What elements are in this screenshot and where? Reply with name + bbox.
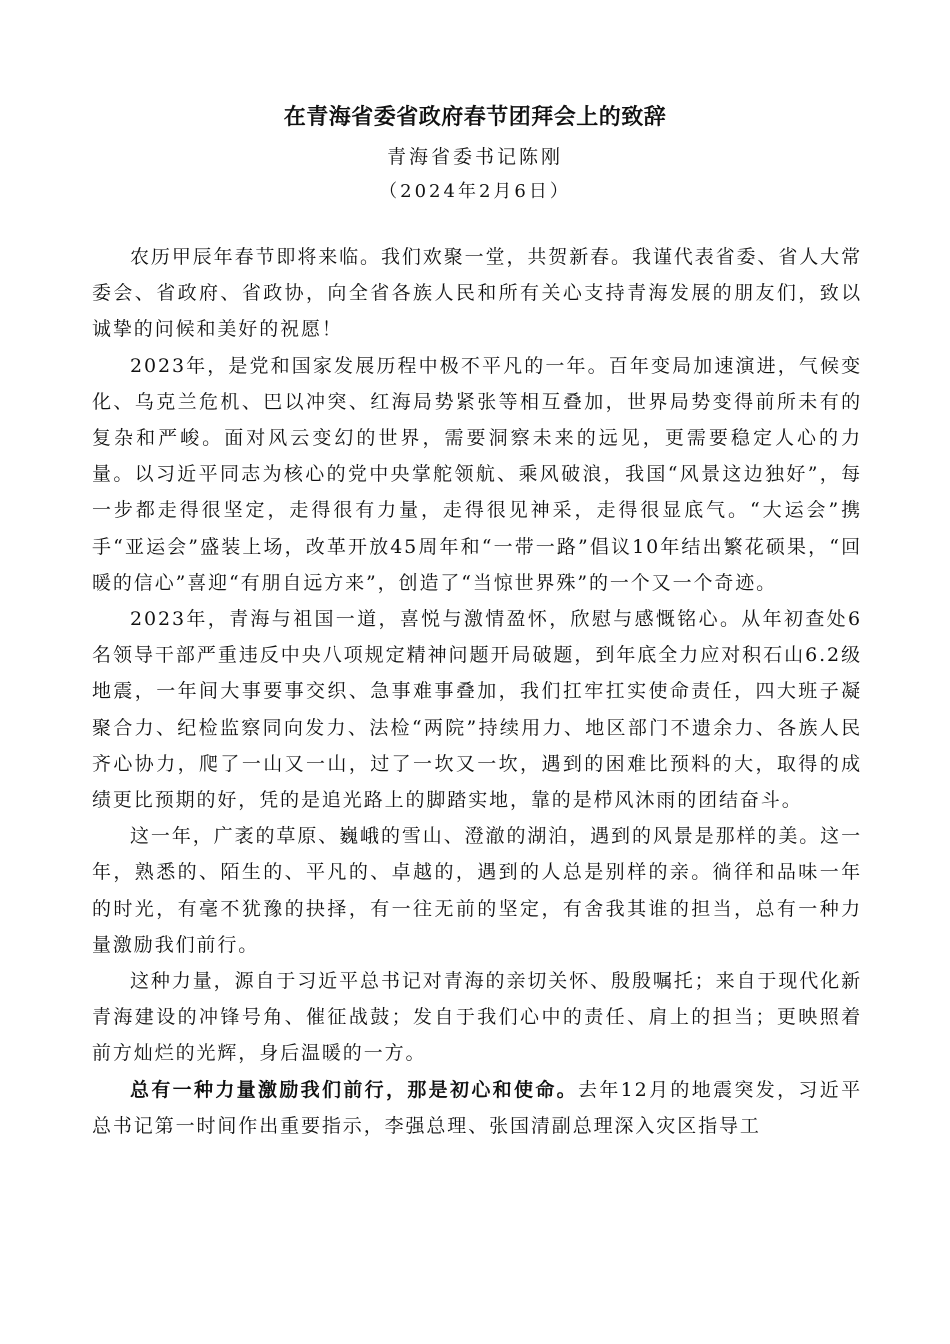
paragraph-6: [92, 1072, 862, 1144]
paragraph-5: [92, 963, 862, 1072]
paragraph-text: 这种力量，源自于习近平总书记对青海的亲切关怀、殷殷嘱托；来自于现代化新青海建设的冲锋号角、催征战鼓；发自于我们心中的责任、肩上的担当；更映照着前方灿烂的光辉，身后温暖的一方。: [92, 970, 862, 1065]
paragraph-1: [92, 239, 862, 348]
paragraph-text: 去年12月的地震突发，习近平总书记第一时间作出重要指示，李强总理、张国清副总理深入灾区指导工: [92, 1078, 862, 1137]
paragraph-3: [92, 601, 862, 818]
document-date: （2024年2月6日）: [379, 181, 571, 202]
paragraph-text: 2023年，青海与祖国一道，喜悦与激情盈怀，欣慰与感慨铭心。从年初查处6名领导干部严重违反中央八项规定精神问题开局破题，到年底全力应对积石山6.2级地震，一年间大事要事交织、急事难事叠加，我们扛牢扛实使命责任，四大班子凝聚合力、纪检监察同向发力、法检“两院”持续用力、地区部门不遗余力、各族人民齐心协力，爬了一山又一山，过了一坎又一坎，遇到的困难比预料的大，取得的成绩更比预期的好，凭的是追光路上的脚踏实地，靠的是栉风沐雨的团结奋斗。: [92, 608, 862, 812]
paragraph-4: [92, 818, 862, 963]
paragraph-text: 农历甲辰年春节即将来临。我们欢聚一堂，共贺新春。我谨代表省委、省人大常委会、省政府、省政协，向全省各族人民和所有关心支持青海发展的朋友们，致以诚挚的问候和美好的祝愿！: [92, 246, 862, 341]
document-body: [92, 239, 862, 1144]
paragraph-text: 这一年，广袤的草原、巍峨的雪山、澄澈的湖泊，遇到的风景是那样的美。这一年，熟悉的、陌生的、平凡的、卓越的，遇到的人总是别样的亲。徜徉和品味一年的时光，有毫不犹豫的抉择，有一往无前的坚定，有舍我其谁的担当，总有一种力量激励我们前行。: [92, 825, 862, 956]
document-title: 在青海省委省政府春节团拜会上的致辞: [283, 104, 667, 130]
paragraph-text: 2023年，是党和国家发展历程中极不平凡的一年。百年变局加速演进，气候变化、乌克兰危机、巴以冲突、红海局势紧张等相互叠加，世界局势变得前所未有的复杂和严峻。面对风云变幻的世界，需要洞察未来的远见，更需要稳定人心的力量。以习近平同志为核心的党中央掌舵领航、乘风破浪，我国“风景这边独好”，每一步都走得很坚定，走得很有力量，走得很见神采，走得很显底气。“大运会”携手“亚运会”盛装上场，改革开放45周年和“一带一路”倡议10年结出繁花硕果，“回暖的信心”喜迎“有朋自远方来”，创造了“当惊世界殊”的一个又一个奇迹。: [92, 354, 862, 594]
paragraph-2: [92, 348, 862, 601]
document-author: 青海省委书记陈刚: [386, 146, 563, 168]
paragraph-lead-bold: 总有一种力量激励我们前行，那是初心和使命。: [130, 1078, 579, 1101]
